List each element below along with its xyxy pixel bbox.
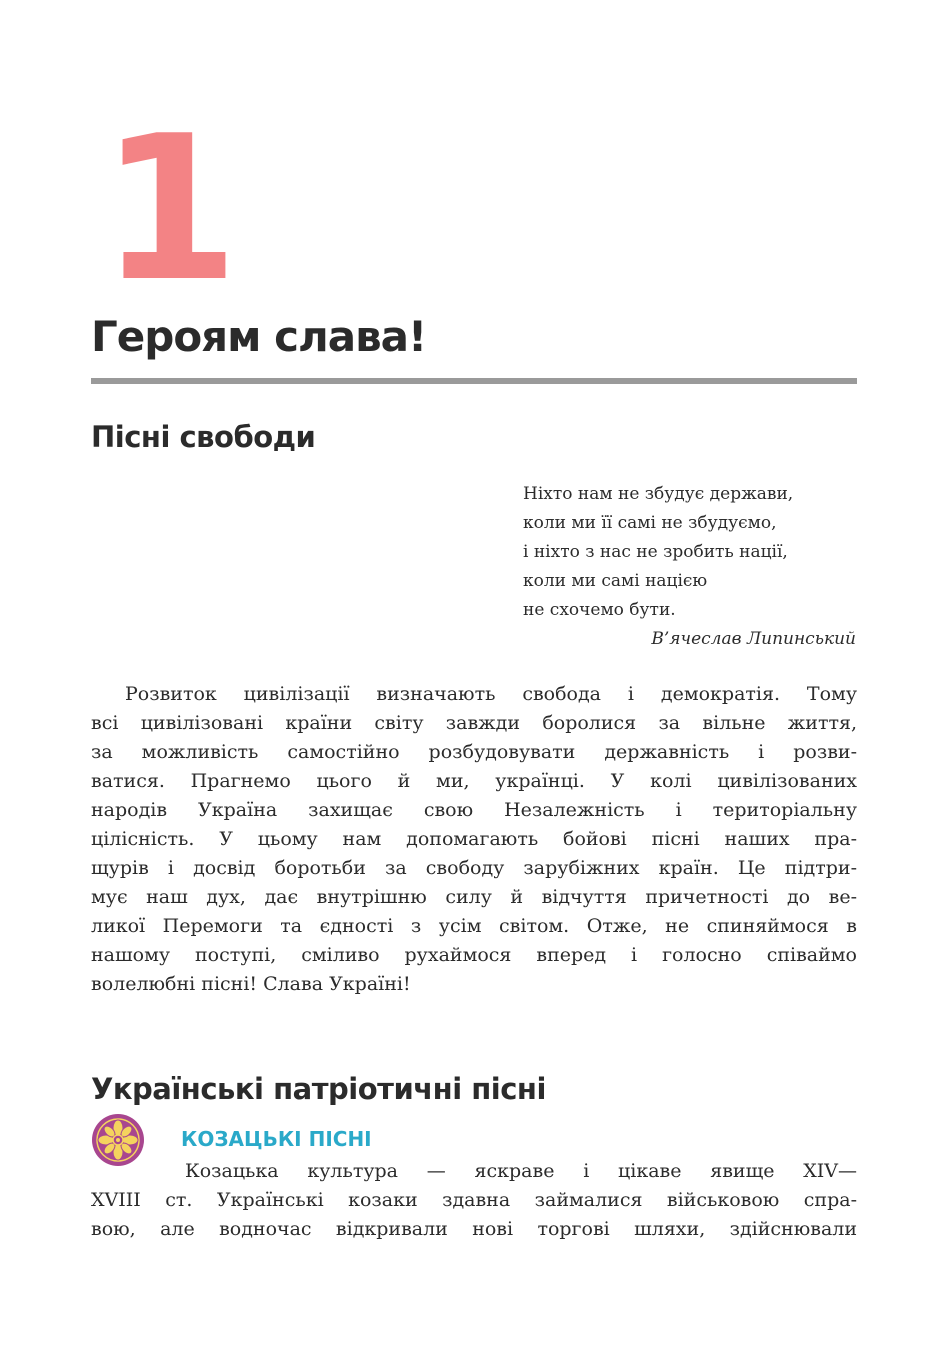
paragraph-line: народів Україна захищає свою Незалежність і територіальну: [91, 799, 857, 821]
title-divider: [91, 378, 857, 384]
paragraph-line: цілісність. У цьому нам допомагають бойові пісні наших пра-: [91, 828, 857, 850]
cossack-songs-paragraph: [91, 1157, 857, 1244]
epigraph-line: не схочемо бути.: [523, 600, 676, 620]
epigraph-line: і ніхто з нас не зробить нації,: [523, 542, 788, 562]
epigraph-line: коли ми самі нацією: [523, 571, 708, 591]
paragraph-line: XVIII ст. Українські козаки здавна займалися військовою спра-: [91, 1189, 857, 1211]
paragraph-line: ликої Перемоги та єдності з усім світом. Отже, не спиняймося в: [91, 915, 857, 937]
paragraph-line: нашому поступі, сміливо рухаймося вперед і голосно співаймо: [91, 944, 857, 966]
paragraph-line: Козацька культура — яскраве і цікаве явище XIV—: [185, 1160, 857, 1182]
chapter-title: Героям слава!: [91, 312, 427, 361]
intro-paragraph: [91, 680, 857, 999]
paragraph-line: щурів і досвід боротьби за свободу зарубіжних країн. Це підтри-: [91, 857, 857, 879]
epigraph-line: коли ми її самі не збудуємо,: [523, 513, 777, 533]
rubric-label: КОЗАЦЬКІ ПІСНІ: [181, 1127, 372, 1151]
epigraph-author: В’ячеслав Липинський: [651, 629, 856, 649]
paragraph-line: мує наш дух, дає внутрішню силу й відчуття причетності до ве-: [91, 886, 857, 908]
paragraph-line: Розвиток цивілізації визначають свобода і демократія. Тому: [125, 683, 857, 705]
section-title: Пісні свободи: [91, 420, 316, 454]
paragraph-line: всі цивілізовані країни світу завжди боролися за вільне життя,: [91, 712, 857, 734]
paragraph-line: ватися. Прагнемо цього й ми, українці. У колі цивілізованих: [91, 770, 857, 792]
paragraph-line: за можливість самостійно розбудовувати державність і розви-: [91, 741, 857, 763]
epigraph: [523, 480, 863, 654]
paragraph-line: вою, але водночас відкривали нові торгові шляхи, здійснювали: [91, 1218, 857, 1240]
paragraph-line: волелюбні пісні! Слава Україні!: [91, 973, 411, 995]
chapter-number: 1: [100, 93, 236, 326]
epigraph-line: Ніхто нам не збудує держави,: [523, 484, 794, 504]
subsection-title: Українські патріотичні пісні: [91, 1072, 546, 1106]
